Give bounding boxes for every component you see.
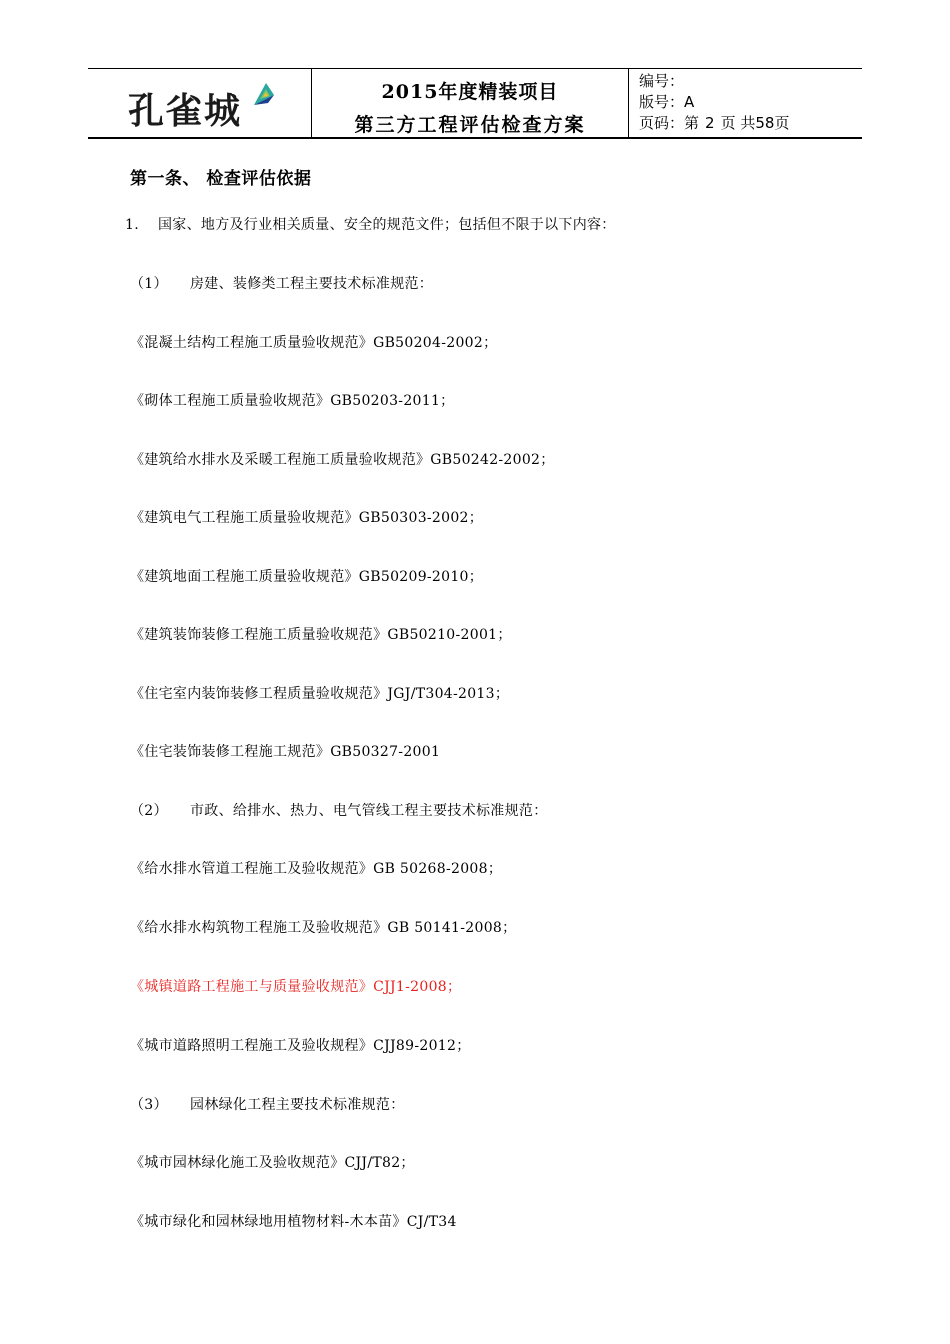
- page-mid: 页: [720, 114, 736, 132]
- page-label: 页码：: [639, 114, 685, 132]
- standard-item: 《混凝土结构工程施工质量验收规范》GB50204-2002；: [130, 335, 498, 351]
- title-cell: [312, 69, 629, 137]
- standard-item: 《建筑装饰装修工程施工质量验收规范》GB50210-2001；: [130, 627, 512, 643]
- subsection-text: 房建、装修类工程主要技术标准规范：: [190, 276, 434, 292]
- doc-code: 编号：: [639, 72, 685, 90]
- doc-title-line2: 第三方工程评估检查方案: [354, 114, 586, 136]
- page-total: 共58页: [740, 114, 790, 132]
- subsection-text: 市政、给排水、热力、电气管线工程主要技术标准规范：: [190, 803, 548, 819]
- doc-title-line1: 2015年度精装项目: [381, 81, 559, 103]
- company-logo: 孔雀城: [128, 91, 243, 132]
- standard-item: 《建筑电气工程施工质量验收规范》GB50303-2002；: [130, 510, 484, 526]
- subsection-number: （1）: [130, 276, 168, 292]
- page-prefix: 第: [684, 114, 700, 132]
- standard-item: 《城市道路照明工程施工及验收规程》CJJ89-2012；: [130, 1038, 471, 1054]
- subsection-3: [130, 1094, 405, 1114]
- standard-item: 《砌体工程施工质量验收规范》GB50203-2011；: [130, 393, 455, 409]
- subsection-text: 园林绿化工程主要技术标准规范：: [190, 1097, 405, 1113]
- standard-item: 《给水排水构筑物工程施工及验收规范》GB 50141-2008；: [130, 920, 517, 936]
- subsection-1: [130, 273, 433, 293]
- standard-item: 《住宅室内装饰装修工程质量验收规范》JGJ/T304-2013；: [130, 686, 510, 702]
- doc-version: 版号：A: [639, 93, 695, 111]
- meta-cell: [629, 69, 862, 137]
- standard-item: 《城市园林绿化施工及验收规范》CJJ/T82；: [130, 1155, 415, 1171]
- item-number: 1.: [125, 217, 139, 233]
- page-info: [639, 113, 862, 134]
- standard-item: 《住宅装饰装修工程施工规范》GB50327-2001: [130, 744, 441, 760]
- document-header: [88, 68, 862, 139]
- logo-cell: [88, 69, 312, 137]
- section-heading: 第一条、 检查评估依据: [130, 169, 312, 189]
- subsection-2: [130, 800, 548, 820]
- standard-item: 《建筑给水排水及采暖工程施工质量验收规范》GB50242-2002；: [130, 452, 555, 468]
- list-item-1: [125, 214, 616, 234]
- item-text: 国家、地方及行业相关质量、安全的规范文件；包括但不限于以下内容：: [158, 217, 616, 233]
- standard-item: 《城市绿化和园林绿地用植物材料-木本苗》CJ/T34: [130, 1214, 457, 1230]
- subsection-number: （2）: [130, 803, 168, 819]
- peacock-feather-icon: [250, 81, 276, 107]
- subsection-number: （3）: [130, 1097, 168, 1113]
- standard-item-highlighted: 《城镇道路工程施工与质量验收规范》CJJ1-2008；: [130, 979, 462, 995]
- standard-item: 《给水排水管道工程施工及验收规范》GB 50268-2008；: [130, 861, 503, 877]
- standard-item: 《建筑地面工程施工质量验收规范》GB50209-2010；: [130, 569, 484, 585]
- page-number: 2: [705, 114, 715, 132]
